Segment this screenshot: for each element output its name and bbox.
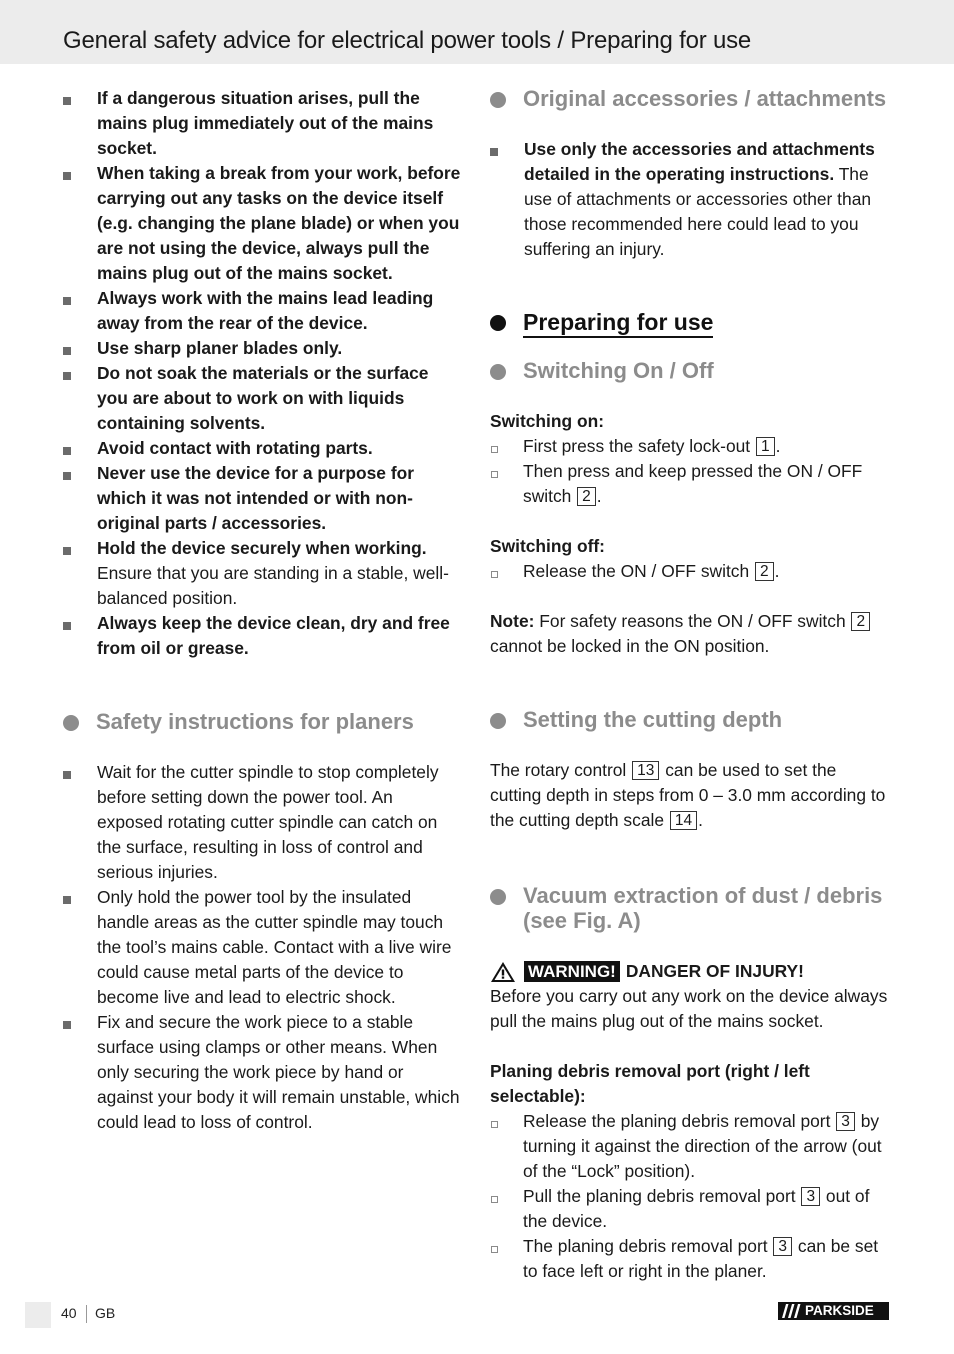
logo-stripes-icon	[780, 1304, 802, 1318]
section-heading-switching	[490, 358, 890, 383]
paragraph-text: can be used to set the cutting depth in steps from 0 – 3.0 mm according to the cutting depth scale	[490, 760, 886, 830]
switching-off-block	[490, 534, 890, 584]
section-heading-text: Preparing for use	[523, 309, 713, 338]
bullet-dot-icon	[490, 315, 506, 331]
list-item	[490, 1234, 890, 1284]
item-text: First press the safety lock-out	[523, 436, 751, 456]
page-title: General safety advice for electrical power tools / Preparing for use	[63, 27, 752, 54]
right-column	[490, 86, 890, 1284]
part-reference: 13	[632, 761, 659, 780]
section-heading-depth	[490, 707, 890, 732]
note-text: cannot be locked in the ON position.	[490, 636, 770, 656]
bullet-dot-icon	[490, 889, 506, 905]
part-reference: 3	[836, 1112, 855, 1131]
list-item	[63, 361, 463, 436]
planer-instructions-list	[63, 760, 463, 1135]
list-item	[63, 461, 463, 536]
brand-name: PARKSIDE	[805, 1303, 874, 1318]
safety-bullet-list	[63, 86, 463, 661]
language-code: GB	[95, 1305, 116, 1321]
note-label: Note:	[490, 611, 535, 631]
port-block	[490, 1059, 890, 1284]
part-reference: 3	[801, 1187, 820, 1206]
list-item	[63, 436, 463, 461]
part-reference: 1	[756, 437, 775, 456]
port-label: Planing debris removal port (right / left selectable):	[490, 1061, 810, 1106]
item-text: .	[775, 436, 781, 456]
accessories-list	[490, 137, 890, 262]
list-item	[490, 1184, 890, 1234]
bullet-dot-icon	[490, 713, 506, 729]
depth-paragraph	[490, 758, 890, 833]
item-text: Release the planing debris removal port	[523, 1111, 831, 1131]
list-item	[490, 459, 890, 509]
bullet-bold-text: Use only the accessories and attachments detailed in the operating instructions.	[524, 139, 875, 184]
footer-marker	[25, 1302, 51, 1328]
warning-line	[490, 959, 890, 984]
part-reference: 2	[851, 612, 870, 631]
warning-body: Before you carry out any work on the device always pull the mains plug out of the mains socket.	[490, 986, 888, 1031]
switching-on-block	[490, 409, 890, 509]
bullet-bold-text: Never use the device for a purpose for which it was not intended or with non-original parts / accessories.	[97, 463, 414, 533]
list-item: Wait for the cutter spindle to stop completely before setting down the power tool. An exposed rotating cutter spindle can catch on the surface, resulting in loss of control and serious injuries.	[63, 760, 463, 885]
section-heading-text: Vacuum extraction of dust / debris (see Fig. A)	[523, 883, 883, 933]
section-heading-text: Safety instructions for planers	[96, 709, 414, 734]
bullet-dot-icon	[490, 92, 506, 108]
item-text: Release the ON / OFF switch	[523, 561, 750, 581]
list-item	[490, 137, 890, 262]
part-reference: 2	[755, 562, 774, 581]
page-number: 40	[61, 1305, 77, 1321]
warning-badge: WARNING!	[524, 961, 620, 982]
item-text: .	[774, 561, 780, 581]
paragraph-text: .	[698, 810, 703, 830]
list-item	[63, 336, 463, 361]
section-heading-text: Switching On / Off	[523, 358, 714, 383]
bullet-bold-text: Use sharp planer blades only.	[97, 338, 343, 358]
list-item	[63, 86, 463, 161]
list-item: Fix and secure the work piece to a stable surface using clamps or other means. When only securing the work piece by hand or against your body it will remain unstable, which could lead to loss of control.	[63, 1010, 463, 1135]
section-heading-text: Setting the cutting depth	[523, 707, 783, 732]
section-heading-preparing	[490, 309, 890, 336]
switching-note	[490, 609, 890, 659]
part-reference: 3	[773, 1237, 792, 1256]
list-item	[63, 161, 463, 286]
bullet-dot-icon	[63, 715, 79, 731]
bullet-bold-text: If a dangerous situation arises, pull the mains plug immediately out of the mains socket.	[97, 88, 434, 158]
item-text: can be set to face left or right in the planer.	[523, 1236, 879, 1281]
bullet-bold-text: Do not soak the materials or the surface you are about to work on with liquids containing solvents.	[97, 363, 429, 433]
note-text: For safety reasons the ON / OFF switch	[534, 611, 846, 631]
section-heading-text: Original accessories / attachments	[523, 86, 887, 111]
list-item	[63, 611, 463, 661]
bullet-bold-text: When taking a break from your work, before carrying out any tasks on the device itself (e.g. changing the plane blade) or when you are not using the device, always pull the mains plug out of the mains socket.	[97, 163, 461, 283]
bullet-bold-text: Avoid contact with rotating parts.	[97, 438, 373, 458]
list-item	[63, 536, 463, 611]
list-item	[63, 286, 463, 336]
part-reference: 14	[670, 811, 697, 830]
item-text: .	[596, 486, 602, 506]
list-item	[490, 434, 890, 459]
list-item	[490, 1109, 890, 1184]
list-item	[490, 559, 890, 584]
warning-text: DANGER OF INJURY!	[625, 961, 804, 981]
switching-on-label: Switching on:	[490, 411, 604, 431]
section-heading-vacuum	[490, 883, 890, 933]
section-heading-planers	[63, 709, 463, 734]
bullet-text: Ensure that you are standing in a stable, well-balanced position.	[97, 563, 449, 608]
brand-logo	[778, 1302, 889, 1320]
bullet-bold-text: Always work with the mains lead leading away from the rear of the device.	[97, 288, 434, 333]
page-header	[0, 0, 954, 64]
item-text: Then press and keep pressed the ON / OFF switch	[523, 461, 863, 506]
bullet-text: The use of attachments or accessories other than those recommended here could lead to you suffering an injury.	[524, 164, 872, 259]
item-text: out of the device.	[523, 1186, 870, 1231]
footer-divider	[86, 1305, 87, 1323]
vacuum-warning	[490, 959, 890, 1034]
item-text: Pull the planing debris removal port	[523, 1186, 796, 1206]
item-text: by turning it against the direction of the arrow (out of the “Lock” position).	[523, 1111, 882, 1181]
part-reference: 2	[577, 487, 596, 506]
switching-off-label: Switching off:	[490, 536, 605, 556]
section-heading-accessories	[490, 86, 890, 111]
item-text: The planing debris removal port	[523, 1236, 768, 1256]
warning-triangle-icon	[490, 961, 516, 983]
left-column	[63, 86, 463, 1135]
bullet-bold-text: Always keep the device clean, dry and free from oil or grease.	[97, 613, 450, 658]
bullet-dot-icon	[490, 364, 506, 380]
list-item: Only hold the power tool by the insulated handle areas as the cutter spindle may touch the tool’s mains cable. Contact with a live wire could cause metal parts of the device to become live and lead to electric shock.	[63, 885, 463, 1010]
bullet-bold-text: Hold the device securely when working.	[97, 538, 427, 558]
paragraph-text: The rotary control	[490, 760, 627, 780]
